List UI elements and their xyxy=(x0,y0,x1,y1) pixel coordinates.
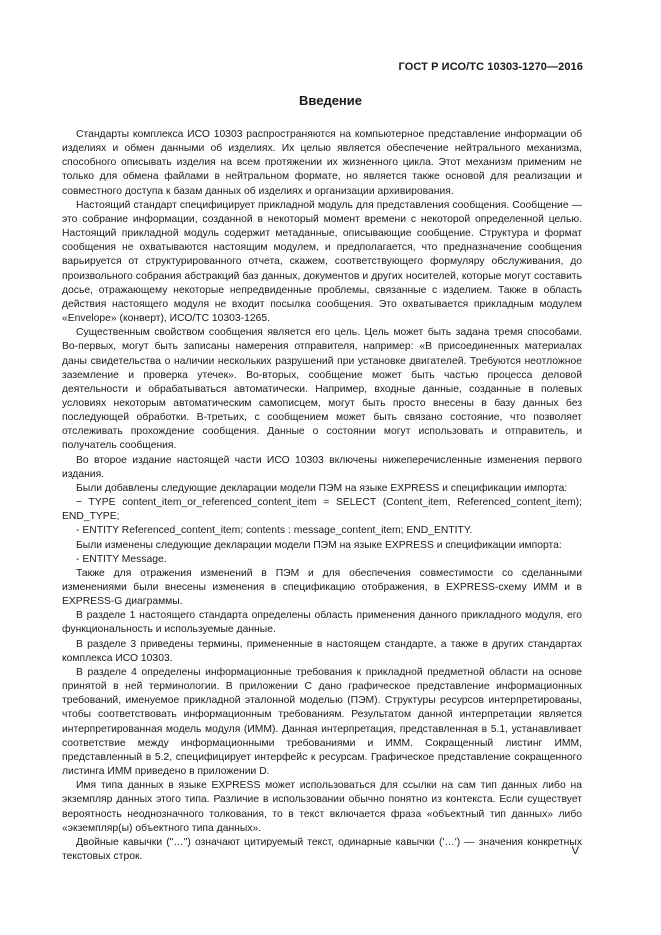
paragraph-intro: Стандарты комплекса ИСО 10303 распространяются на компьютерное представление информации об изделиях и обмен данными об изделиях. Их целью является обеспечение нейтрального механизма, способного описывать изделия на всем протяжении их жизненного цикла. Этот механизм применим не только для обмена файлами в нейтральном формате, но является также основой для реализации и совместного доступа к базам данных об изделиях и организации архивирования. xyxy=(62,129,582,197)
paragraph-mapping-changes: Также для отражения изменений в ПЭМ и для обеспечения совместимости со сделанными изменениями были внесены изменения в спецификацию отображения, в EXPRESS-схему ИММ и в EXPRESS-G диаграммы. xyxy=(62,567,582,608)
paragraph-purpose: Существенным свойством сообщения является его цель. Цель может быть задана тремя способами. Во-первых, могут быть записаны намерения отправителя, например: «В присоединенных материалах даны свидетельства о наличии нескольких разрушений при установке двигателей. Требуются неотложное заземление и проверка утечек». Во-вторых, сообщение может быть частью процесса деловой деятельности и обрабатываться автоматически. Например, входные данные, созданные в полевых условиях некоторым автоматическим самописцем, могут быть просто внесены в базу данных без последующей обработки. В-третьих, с сообщением может быть связано состояние, что позволяет отслеживать прохождение сообщения. Данные о состоянии могут использовать и отправитель, и получатель сообщения. xyxy=(62,327,582,452)
document-code-header: ГОСТ Р ИСО/ТС 10303-1270—2016 xyxy=(398,61,583,73)
paragraph-section-3: В разделе 3 приведены термины, примененные в настоящем стандарте, а также в других стандартах комплекса ИСО 10303. xyxy=(62,638,582,664)
paragraph-added-declarations: Были добавлены следующие декларации модели ПЭМ на языке EXPRESS и спецификации импорта: xyxy=(76,482,568,494)
paragraph-section-1: В разделе 1 настоящего стандарта определены область применения данного прикладного модуля, его функциональность и используемые данные. xyxy=(62,610,582,636)
paragraph-changed-declarations: Были изменены следующие декларации модели ПЭМ на языке EXPRESS и спецификации импорта: xyxy=(76,539,562,551)
paragraph-scope: Настоящий стандарт специфицирует прикладной модуль для представления сообщения. Сообщение — это собрание информации, созданной в некоторый момент времени с некоторой определенной целью. Настоящий прикладной модуль содержит метаданные, описывающие сообщение. Структура и формат сообщения не охватываются настоящим модулем, и предполагается, что предназначение сообщения варьируется от структурированного отчета, скажем, соответствующего формуляру обслуживания, до произвольного собрания абстракций баз данных, документов и других носителей, которые могут составить досье, отражающему некоторые непредвиденные проблемы, связанные с изделием. Также в область действия настоящего модуля не входит посылка сообщения. Это охватывается прикладным модулем «Envelope» (конверт), ИСО/ТС 10303-1265. xyxy=(62,199,582,325)
section-title: Введение xyxy=(299,93,362,108)
paragraph-quotes: Двойные кавычки ("…") означают цитируемый текст, одинарные кавычки ('…') — значения конкретных текстовых строк. xyxy=(62,836,582,862)
document-body xyxy=(62,128,582,864)
code-entity-referenced: - ENTITY Referenced_content_item; contents : message_content_item; END_ENTITY. xyxy=(76,525,473,537)
paragraph-express-types: Имя типа данных в языке EXPRESS может использоваться для ссылки на сам тип данных либо на экземпляр данных этого типа. Различие в использовании обычно понятно из контекста. Если существует вероятность неоднозначного толкования, то в текст включается фраза «объектный тип данных» либо «экземпляр(ы) объектного типа данных». xyxy=(62,780,582,834)
paragraph-second-edition: Во второе издание настоящей части ИСО 10303 включены нижеперечисленные изменения первого издания. xyxy=(62,454,582,480)
code-entity-message: - ENTITY Message. xyxy=(76,553,167,565)
code-type-declaration: − TYPE content_item_or_referenced_content_item = SELECT (Content_item, Referenced_content_item); END_TYPE; xyxy=(62,497,582,523)
paragraph-section-4: В разделе 4 определены информационные требования к прикладной предметной области на основе принятой в ней терминологии. В приложении С дано графическое представление информационных требований, именуемое прикладной эталонной моделью (ПЭМ). Структуры ресурсов интерпретированы, чтобы соответствовать информационным требованиям. Результатом данной интерпретации является интерпретированная модель модуля (ИММ). Данная интерпретация, представленная в 5.1, устанавливает соответствие между информационными требованиями и ИММ. Сокращенный листинг ИММ, представленный в 5.2, специфицирует интерфейс к ресурсам. Графическое представление сокращенного листинга ИММ приведено в приложении D. xyxy=(62,666,582,778)
page-number: V xyxy=(571,845,579,857)
